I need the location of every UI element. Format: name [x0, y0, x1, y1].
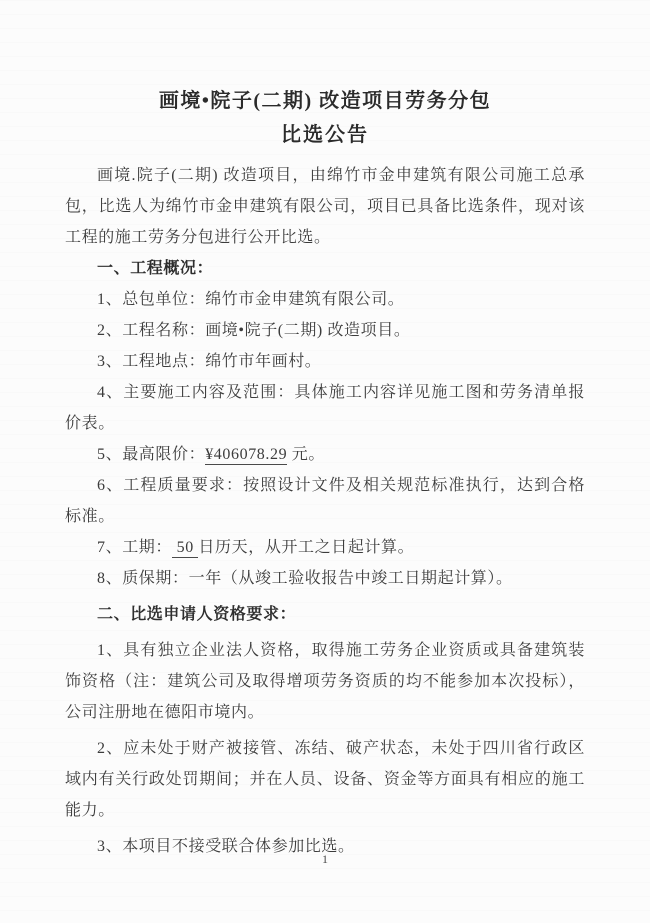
qualification-item-financial-status: 2、应未处于财产被接管、冻结、破产状态，未处于四川省行政区域内有关行政处罚期间；并在人员、设备、资金等方面具有相应的施工能力。	[65, 740, 585, 819]
overview-item-project-name: 2、工程名称：画境•院子(二期) 改造项目。	[97, 322, 411, 339]
overview-item-max-price	[65, 439, 585, 470]
document-title: 画境•院子(二期) 改造项目劳务分包	[158, 90, 492, 112]
document-body	[65, 160, 585, 862]
construction-period-label: 7、工期：	[97, 539, 173, 556]
document-subtitle: 比选公告	[281, 124, 369, 146]
page-number: 1	[322, 852, 328, 866]
qualification-item-legal-entity: 1、具有独立企业法人资格，取得施工劳务企业资质或具备建筑装饰资格（注：建筑公司及取得增项劳务资质的均不能参加本次投标），公司注册地在德阳市境内。	[65, 642, 585, 721]
section-qualification-heading: 二、比选申请人资格要求：	[97, 606, 297, 623]
overview-item-warranty-period: 8、质保期：一年（从竣工验收报告中竣工日期起计算）。	[97, 570, 513, 587]
max-price-suffix: 元。	[287, 446, 326, 463]
max-price-value: ¥406078.29	[205, 446, 288, 463]
qualification-item-no-consortium: 3、本项目不接受联合体参加比选。	[97, 838, 355, 855]
section-overview-heading: 一、工程概况：	[97, 260, 214, 277]
overview-item-quality-requirement: 6、工程质量要求：按照设计文件及相关规范标准执行，达到合格标准。	[65, 477, 585, 525]
construction-period-value: 50	[172, 539, 199, 556]
intro-paragraph: 画境.院子(二期) 改造项目，由绵竹市金申建筑有限公司施工总承包，比选人为绵竹市金申建筑有限公司，项目已具备比选条件，现对该工程的施工劳务分包进行公开比选。	[65, 167, 585, 246]
overview-item-construction-period	[65, 532, 585, 563]
construction-period-suffix: 日历天，从开工之日起计算。	[198, 539, 415, 556]
overview-item-project-location: 3、工程地点：绵竹市年画村。	[97, 353, 322, 370]
overview-item-scope-of-work: 4、主要施工内容及范围：具体施工内容详见施工图和劳务清单报价表。	[65, 384, 585, 432]
overview-item-general-contractor: 1、总包单位：绵竹市金申建筑有限公司。	[97, 291, 405, 308]
max-price-label: 5、最高限价：	[97, 446, 206, 463]
